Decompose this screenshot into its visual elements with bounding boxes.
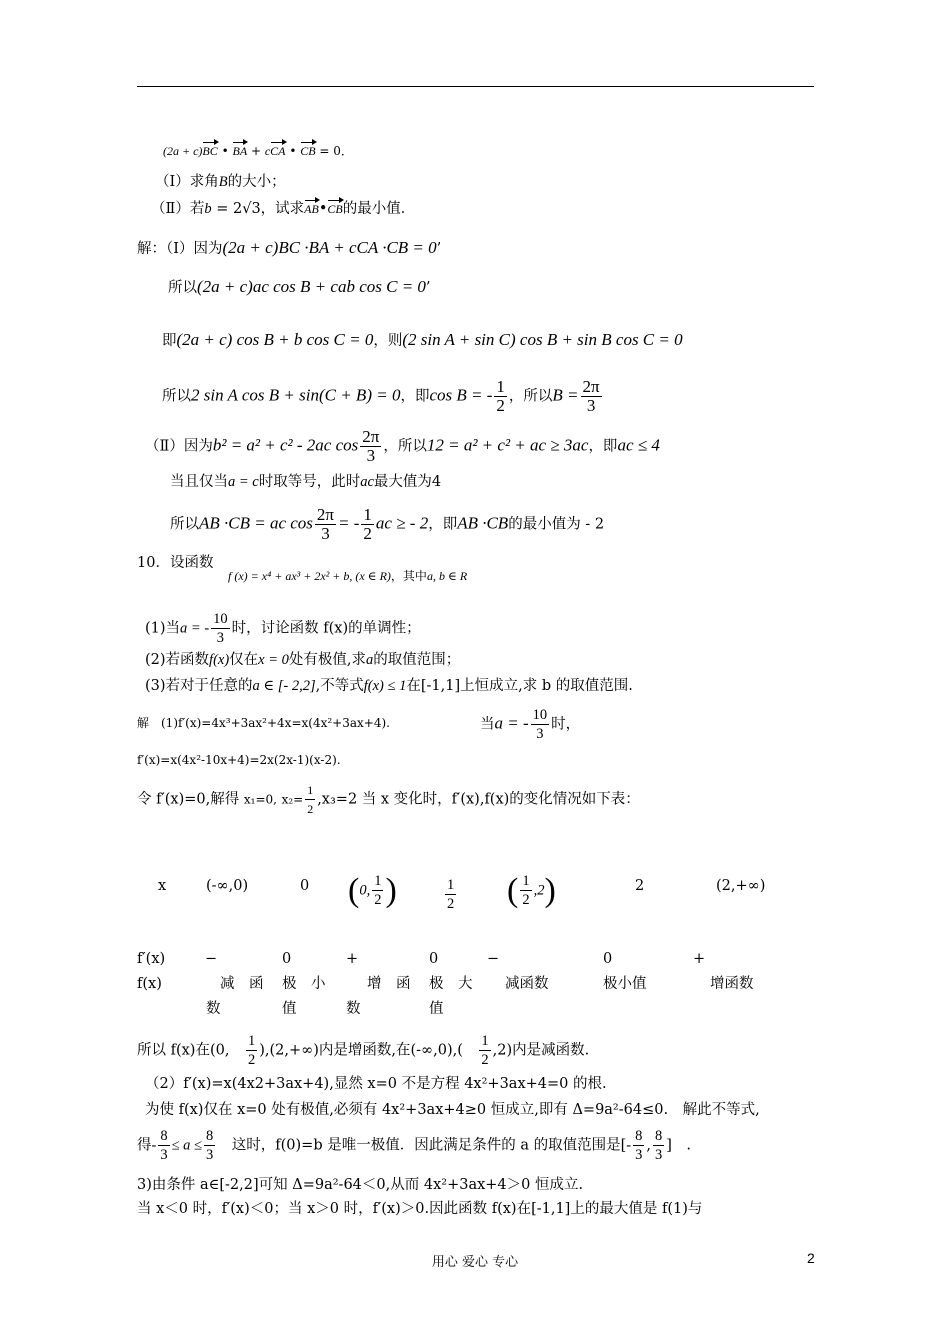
problem-10-part-1: (1)当a = - $\frac{10}{3}$ 时，讨论函数 f(x)的单调性； xyxy=(145,611,421,646)
table-f-4b: 值 xyxy=(429,1001,444,1017)
table-fprime-3: + xyxy=(346,951,359,967)
table-fprime-7: + xyxy=(693,951,706,967)
table-f-6: 极小值 xyxy=(603,976,647,992)
page-footer: 用心 爱心 专心 xyxy=(431,1255,519,1270)
table-header-x: x xyxy=(158,878,167,894)
table-header-2: 2 xyxy=(635,878,645,894)
table-f-7: 增函数 xyxy=(710,976,754,992)
problem-10-part-2: (2)若函数f(x)仅在x = 0处有极值,求a的取值范围； xyxy=(145,652,461,668)
table-fprime-2: 0 xyxy=(282,951,292,967)
question-2: （Ⅱ）若b = 2√3，试求AB•CB的最小值． xyxy=(151,201,416,217)
answer-line-3: 令 f′(x)=0,解得 x₁=0, x₂= $\frac{1}{2}$ ,x₃=2 当 x 变化时，f′(x),f(x)的变化情况如下表： xyxy=(137,783,640,816)
table-row-fprime-label: f′(x) xyxy=(137,951,166,967)
answer-line-1-cond: 当a = - $\frac{10}{3}$ 时， xyxy=(480,707,581,742)
solution-2-step-2: 当且仅当a = c时取等号，此时ac最大值为4 xyxy=(170,474,442,490)
solution-step-3: 所以2 sin A cos B + sin(C + B) = 0，即cos B = - $\frac{1}{2}$ ，所以B = $\frac{2\pi}{3}$ xyxy=(162,377,600,415)
solution-2-step-1: （Ⅱ）因为b² = a² + c² - 2ac cos $\frac{2\pi}{3}$ ，所以12 = a² + c² + ac ≥ 3ac，即ac ≤ 4 xyxy=(145,427,660,465)
table-f-2: 极 小 xyxy=(282,976,326,992)
table-fprime-4: 0 xyxy=(429,951,439,967)
solution-intro: 解：（Ⅰ）因为(2a + c)BC ·BA + cCA ·CB = 0’ xyxy=(137,238,442,257)
solution-2-step-3: 所以AB ·CB = ac cos $\frac{2\pi}{3}$ = - $\frac{1}{2}$ ac ≥ - 2，即AB ·CB的最小值为 - 2 xyxy=(170,505,605,543)
table-f-3b: 数 xyxy=(346,1001,361,1017)
question-1: （Ⅰ）求角B的大小； xyxy=(155,174,286,190)
problem-10-function: f (x) = x⁴ + ax³ + 2x² + b, (x ∈ R)，其中a, b ∈ R xyxy=(228,569,468,583)
conclusion-3: 为使 f(x)仅在 x=0 处有极值,必须有 4x²+3ax+4≥0 恒成立,即有 Δ=9a²-64≤0. 解此不等式, xyxy=(145,1102,760,1118)
table-header-neg-inf-0: (-∞,0) xyxy=(206,878,249,894)
conclusion-1: 所以 f(x)在(0, $\frac{1}{2}$ ),(2,+∞)内是增函数,在(-∞,0),( $\frac{1}{2}$ ,2)内是减函数. xyxy=(137,1033,590,1068)
table-fprime-6: 0 xyxy=(603,951,613,967)
table-f-1: 减 函 xyxy=(220,976,264,992)
table-row-f-label: f(x) xyxy=(137,976,162,992)
given-condition: (2a + c)BC • BA + cCA • CB = 0． xyxy=(163,141,353,161)
table-fprime-1: − xyxy=(205,951,218,967)
conclusion-4: 得- $\frac{8}{3}$ ≤ a ≤ $\frac{8}{3}$ 这时，f(0)=b 是唯一极值．因此满足条件的 a 的取值范围是[- $\frac{8}{3}$ , $\frac{8}{3}$ ] . xyxy=(137,1128,691,1163)
table-header-0-half: (0, $\frac{1}{2}$ ) xyxy=(348,871,397,909)
table-f-2b: 值 xyxy=(282,1001,297,1017)
table-f-3: 增 函 xyxy=(367,976,411,992)
table-header-half: $\frac{1}{2}$ xyxy=(447,877,455,912)
table-fprime-5: − xyxy=(487,951,500,967)
solution-step-2: 即(2a + c) cos B + b cos C = 0，则(2 sin A + sin C) cos B + sin B cos C = 0 xyxy=(162,330,683,349)
conclusion-2: （2）f′(x)=x(4x2+3ax+4),显然 x=0 不是方程 4x²+3ax+4=0 的根. xyxy=(145,1076,607,1092)
table-f-4: 极 大 xyxy=(429,976,473,992)
conclusion-5: 3)由条件 a∈[-2,2]可知 Δ=9a²-64＜0,从而 4x²+3ax+4＞0 恒成立. xyxy=(137,1177,584,1193)
problem-10: 10．设函数 xyxy=(137,555,214,571)
answer-line-2: f′(x)=x(4x²-10x+4)=2x(2x-1)(x-2). xyxy=(137,753,341,767)
table-f-1b: 数 xyxy=(206,1001,221,1017)
header-rule xyxy=(137,86,814,87)
solution-step-1: 所以(2a + c)ac cos B + cab cos C = 0’ xyxy=(168,277,431,296)
table-f-5: 减函数 xyxy=(505,976,549,992)
table-header-0: 0 xyxy=(300,878,310,894)
table-header-2-inf: (2,+∞) xyxy=(716,878,766,894)
page-number: 2 xyxy=(807,1250,815,1266)
conclusion-6: 当 x＜0 时，f′(x)＜0；当 x＞0 时，f′(x)＞0.因此函数 f(x)在[-1,1]上的最大值是 f(1)与 xyxy=(137,1201,703,1217)
table-header-half-2: ( $\frac{1}{2}$ ,2) xyxy=(507,871,556,909)
answer-line-1: 解 (1)f′(x)=4x³+3ax²+4x=x(4x²+3ax+4). xyxy=(137,716,390,730)
problem-10-part-3: (3)若对于任意的a ∈ [- 2,2],不等式f(x) ≤ 1在[-1,1]上恒成立,求 b 的取值范围. xyxy=(145,678,633,694)
